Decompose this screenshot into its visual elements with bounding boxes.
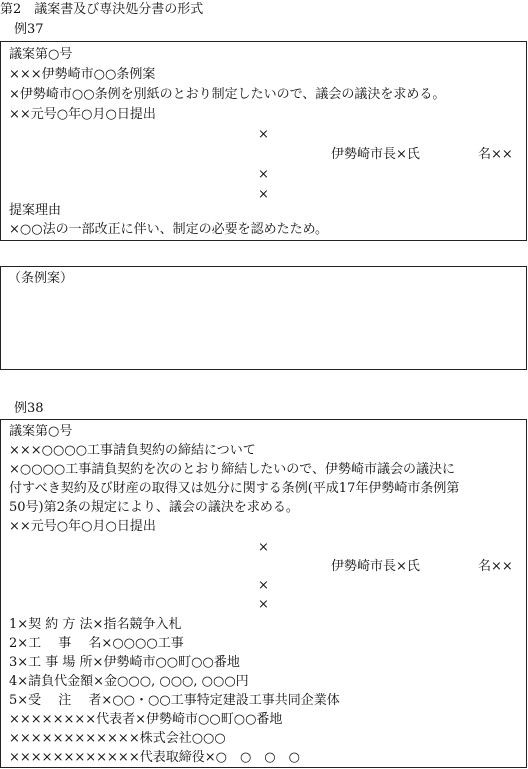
contract-item: 2×工 事 名×○○○○工事 [9,636,184,651]
contract-item: ××××××××××××株式会社○○○ [9,731,226,746]
example38-box [0,419,527,768]
contract-item: ××××××××××××代表取締役×○ ○ ○ ○ [9,750,300,765]
bill-body-line: 50号)第2条の規定により、議会の議決を求める。 [9,500,299,515]
mark: × [258,187,269,202]
bill-body: ×伊勢崎市○○条例を別紙のとおり制定したいので、議会の議決を求める。 [9,87,446,102]
mark: × [258,597,269,612]
bill-number: 議案第○号 [9,424,73,439]
mark: × [258,167,269,182]
contract-item: 3×工 事 場 所×伊勢崎市○○町○○番地 [9,655,240,670]
reason-title: 提案理由 [9,203,62,218]
mark: × [258,578,269,593]
signer-name: 名×× [478,147,513,162]
contract-item: 4×請負代金額×金○○○, ○○○, ○○○円 [9,674,249,689]
signer-name: 名×× [478,559,513,574]
bill-body-line: 付すべき契約及び財産の取得又は処分に関する条例(平成17年伊勢崎市条例第 [9,481,460,496]
bill-title: ×××伊勢崎市○○条例案 [9,67,156,82]
contract-item: 5×受 注 者×○○・○○工事特定建設工事共同企業体 [9,693,340,708]
bill-title: ×××○○○○工事請負契約の締結について [9,443,256,458]
contract-item: 1×契 約 方 法×指名競争入札 [9,617,182,632]
attachment-label: （条例案） [8,271,74,286]
reason-text: ×○○法の一部改正に伴い、制定の必要を認めたため。 [9,222,329,237]
example37-box [0,41,527,241]
bill-body-line: ×○○○○工事請負契約を次のとおり締結したいので、伊勢崎市議会の議決に [9,462,456,477]
bill-number: 議案第○号 [9,47,73,62]
page-heading: 第2 議案書及び専決処分書の形式 [0,2,204,17]
submission-date: ××元号○年○月○日提出 [9,107,156,122]
mark: × [258,540,269,555]
signer: 伊勢崎市長×氏 [331,559,420,574]
mark: × [258,127,269,142]
example38-label: 例38 [14,401,44,416]
contract-item: ××××××××代表者×伊勢崎市○○町○○番地 [9,712,283,727]
attachment-box [0,266,527,370]
signer: 伊勢崎市長×氏 [331,147,420,162]
example37-label: 例37 [14,22,44,37]
submission-date: ××元号○年○月○日提出 [9,519,156,534]
